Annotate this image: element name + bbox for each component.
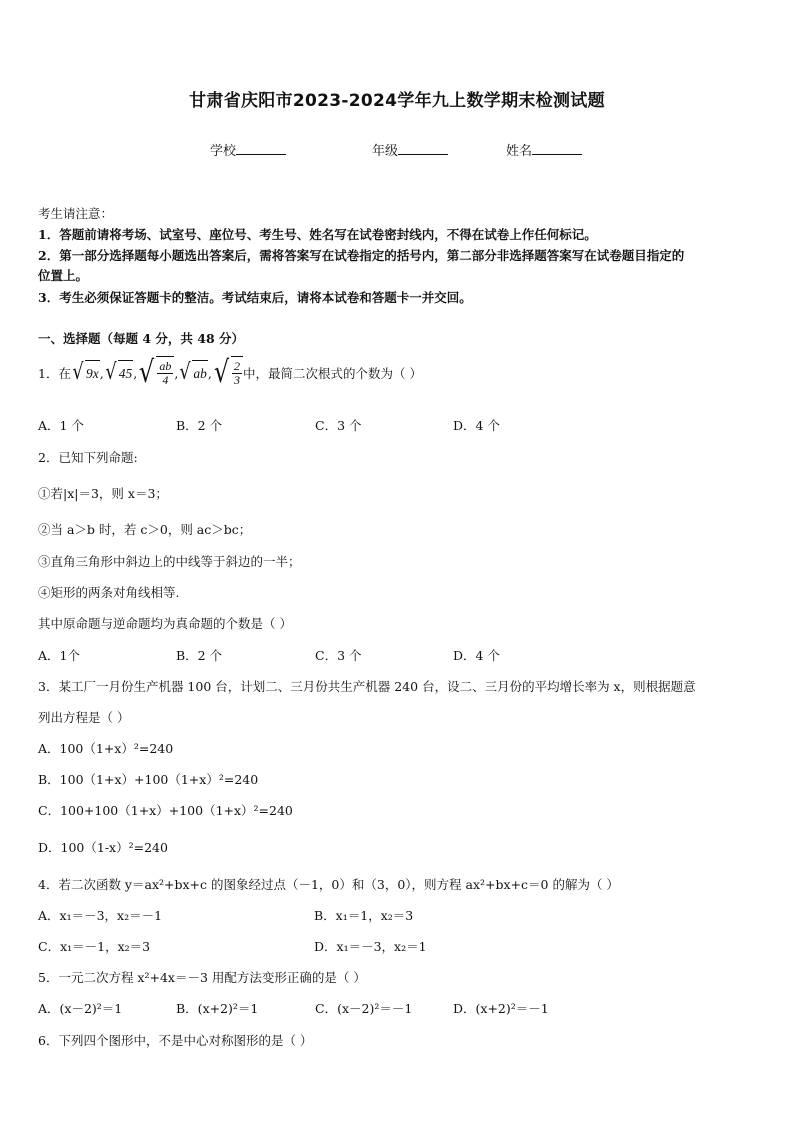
question-3-stem: 列出方程是（ ） [38, 710, 130, 725]
section-heading: 一、选择题（每题 4 分，共 48 分） [38, 331, 245, 346]
option-d: D．4 个 [453, 418, 500, 433]
notice-item: 2．第一部分选择题每小题选出答案后，需将答案写在试卷指定的括号内，第二部分非选择题答案写在试卷题目指定的 [38, 248, 685, 263]
proposition: ①若|x|＝3，则 x＝3； [38, 486, 168, 501]
q1-prefix: 1．在 [38, 366, 71, 381]
question-2-ask: 其中原命题与逆命题均为真命题的个数是（ ） [38, 616, 292, 631]
option-a: A．(x－2)²＝1 [38, 1001, 123, 1016]
option-b: B．2 个 [176, 648, 223, 663]
name-label: 姓名 [506, 144, 533, 159]
notice-heading: 考生请注意： [38, 206, 114, 221]
school-field [210, 140, 286, 159]
notice-item: 位置上。 [38, 268, 89, 283]
option-c: C．3 个 [315, 648, 362, 663]
question-5-stem: 5．一元二次方程 x²+4x＝－3 用配方法变形正确的是（ ） [38, 970, 366, 985]
option-d: D．100（1-x）²=240 [38, 840, 168, 855]
option-a: A．100（1+x）²=240 [38, 741, 174, 756]
question-1-stem: 1．在 √ 9x , √ 45 , √ $\frac{ab}{4}$ , √ ab , √ $\frac{2}{3}$ 中，最简二次根式的个数为（ ） [38, 355, 422, 390]
notice-item: 1．答题前请将考场、试室号、座位号、考生号、姓名写在试卷密封线内，不得在试卷上作任何标记。 [38, 227, 597, 242]
radical: √ $\frac{ab}{4}$ [137, 356, 174, 390]
option-a: A．x₁＝－3，x₂＝－1 [38, 908, 163, 923]
proposition: ②当 a＞b 时，若 c＞0，则 ac＞bc； [38, 522, 252, 537]
school-label: 学校 [210, 144, 237, 159]
option-b: B．x₁＝1，x₂＝3 [314, 908, 414, 923]
option-c: C．3 个 [315, 418, 362, 433]
grade-field [372, 140, 448, 159]
question-3-stem: 3．某工厂一月份生产机器 100 台，计划二、三月份共生产机器 240 台，设二、三月份的平均增长率为 x，则根据题意 [38, 679, 696, 694]
option-b: B．2 个 [176, 418, 223, 433]
question-2-stem: 2．已知下列命题: [38, 450, 138, 465]
grade-blank [398, 142, 448, 155]
radical: √ $\frac{2}{3}$ [212, 356, 243, 390]
grade-label: 年级 [372, 144, 399, 159]
radical: √ ab [179, 360, 207, 385]
name-field [506, 140, 582, 159]
option-d: D．4 个 [453, 648, 500, 663]
proposition: ④矩形的两条对角线相等. [38, 585, 180, 600]
option-d: D．x₁＝－3，x₂＝1 [314, 939, 427, 954]
option-b: B．100（1+x）+100（1+x）²=240 [38, 772, 259, 787]
name-blank [532, 142, 582, 155]
notice-item: 3．考生必须保证答题卡的整洁。考试结束后，请将本试卷和答题卡一并交回。 [38, 290, 472, 305]
radical: √ 45 [105, 360, 133, 385]
q1-suffix: 中，最简二次根式的个数为（ ） [242, 366, 422, 381]
radical: √ 9x [72, 360, 99, 385]
question-6-stem: 6．下列四个图形中，不是中心对称图形的是（ ） [38, 1033, 313, 1048]
school-blank [236, 142, 286, 155]
option-b: B．(x+2)²＝1 [176, 1001, 259, 1016]
option-c: C．x₁＝－1，x₂＝3 [38, 939, 151, 954]
question-4-stem: 4．若二次函数 y＝ax²+bx+c 的图象经过点（－1，0）和（3，0），则方程 ax²+bx+c＝0 的解为（ ） [38, 877, 619, 892]
option-d: D．(x+2)²＝－1 [453, 1001, 549, 1016]
option-a: A．1个 [38, 648, 80, 663]
option-a: A．1 个 [38, 418, 84, 433]
proposition: ③直角三角形中斜边上的中线等于斜边的一半； [38, 554, 301, 569]
option-c: C．(x－2)²＝－1 [315, 1001, 413, 1016]
page-title: 甘肃省庆阳市2023-2024学年九上数学期末检测试题 [189, 91, 605, 111]
option-c: C．100+100（1+x）+100（1+x）²=240 [38, 803, 293, 818]
